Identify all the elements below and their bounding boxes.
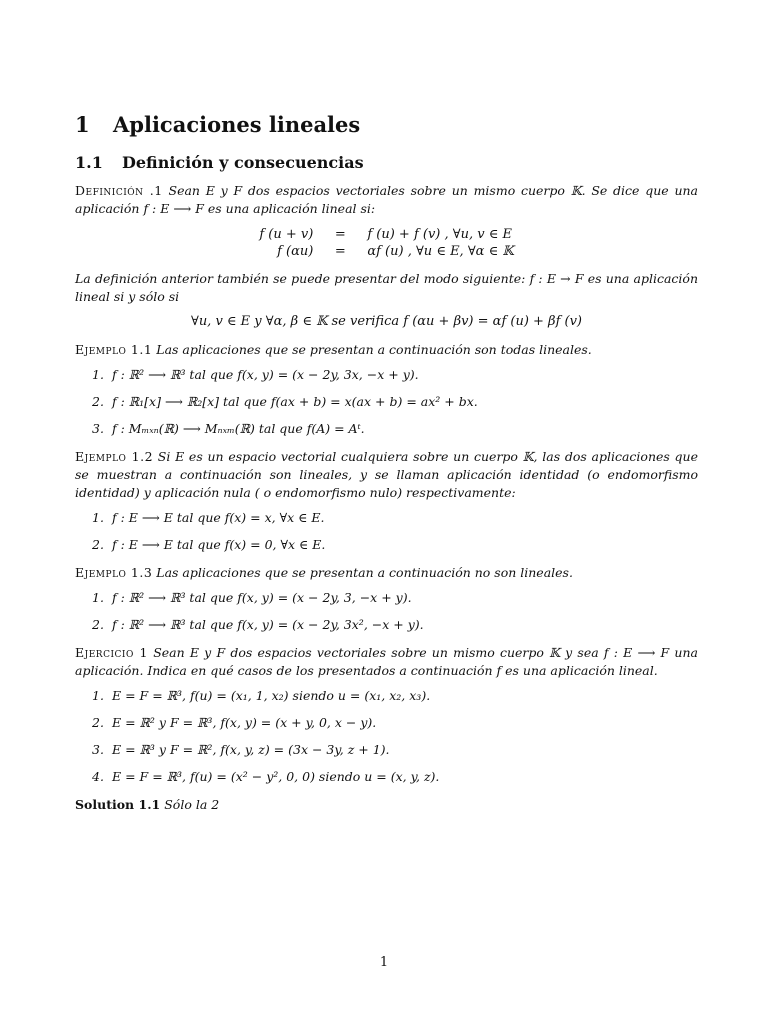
item-text: f : E ⟶ E tal que f(x) = x, ∀x ∈ E. bbox=[112, 510, 325, 525]
item-number: 3. bbox=[92, 742, 104, 757]
document-page bbox=[75, 112, 698, 822]
item-number: 1. bbox=[92, 510, 104, 525]
list-item bbox=[92, 367, 698, 382]
item-number: 1. bbox=[92, 688, 104, 703]
ejemplo3-paragraph bbox=[75, 564, 698, 582]
ejercicio-paragraph bbox=[75, 644, 698, 680]
ejemplo1-label: Ejemplo 1.1 bbox=[75, 342, 153, 357]
subsection-number: 1.1 bbox=[75, 153, 103, 172]
ejemplo3-text: Las aplicaciones que se presentan a continuación no son lineales. bbox=[156, 565, 573, 580]
list-item bbox=[92, 617, 698, 632]
item-text: E = ℝ³ y F = ℝ², f(x, y, z) = (3x − 3y, z + 1). bbox=[112, 742, 390, 757]
ejercicio-text: Sean E y F dos espacios vectoriales sobre un mismo cuerpo 𝕂 y sea f : E ⟶ F una aplicación. Indica en qué casos de los presentados a continuación f es una aplicación lineal. bbox=[75, 645, 698, 678]
item-text: f : Mₘₓₙ(ℝ) ⟶ Mₙₓₘ(ℝ) tal que f(A) = Aᵗ. bbox=[112, 421, 365, 436]
ejemplo1-list bbox=[75, 367, 698, 436]
ejemplo3-list bbox=[75, 590, 698, 632]
subsection-title-text: Definición y consecuencias bbox=[122, 153, 364, 172]
solution-paragraph bbox=[75, 796, 698, 814]
item-number: 3. bbox=[92, 421, 104, 436]
item-number: 1. bbox=[92, 590, 104, 605]
ejemplo1-text: Las aplicaciones que se presentan a continuación son todas lineales. bbox=[156, 342, 592, 357]
alt-definition-text: La definición anterior también se puede presentar del modo siguiente: f : E → F es una aplicación lineal si y sólo si bbox=[75, 271, 698, 304]
alt-definition-formula: ∀u, v ∈ E y ∀α, β ∈ 𝕂 se verifica f (αu + βv) = αf (u) + βf (v) bbox=[190, 314, 583, 329]
item-text: f : ℝ² ⟶ ℝ³ tal que f(x, y) = (x − 2y, 3x, −x + y). bbox=[112, 367, 419, 382]
equation-rhs: f (u) + f (v) , ∀u, v ∈ E bbox=[367, 227, 512, 242]
equation-lhs: f (αu) bbox=[277, 244, 314, 259]
definition-paragraph bbox=[75, 182, 698, 218]
item-text: f : ℝ² ⟶ ℝ³ tal que f(x, y) = (x − 2y, 3, −x + y). bbox=[112, 590, 412, 605]
section-number: 1 bbox=[75, 112, 90, 137]
ejemplo1-paragraph bbox=[75, 341, 698, 359]
list-item bbox=[92, 742, 698, 757]
ejemplo2-paragraph bbox=[75, 448, 698, 502]
list-item bbox=[92, 715, 698, 730]
item-text: E = ℝ² y F = ℝ³, f(x, y) = (x + y, 0, x − y). bbox=[112, 715, 377, 730]
item-number: 1. bbox=[92, 367, 104, 382]
definition-equations bbox=[253, 226, 519, 260]
equation-lhs: f (u + v) bbox=[259, 227, 314, 242]
definition-label: Definición .1 bbox=[75, 183, 163, 198]
item-number: 2. bbox=[92, 537, 104, 552]
subsection-title bbox=[75, 153, 698, 172]
definition-text: Sean E y F dos espacios vectoriales sobre un mismo cuerpo 𝕂. Se dice que una aplicación f : E ⟶ F es una aplicación lineal si: bbox=[75, 183, 698, 216]
ejemplo2-label: Ejemplo 1.2 bbox=[75, 449, 154, 464]
list-item bbox=[92, 394, 698, 409]
item-text: E = F = ℝ³, f(u) = (x₁, 1, x₂) siendo u = (x₁, x₂, x₃). bbox=[112, 688, 431, 703]
item-number: 2. bbox=[92, 617, 104, 632]
item-text: f : ℝ² ⟶ ℝ³ tal que f(x, y) = (x − 2y, 3x², −x + y). bbox=[112, 617, 424, 632]
item-number: 4. bbox=[92, 769, 104, 784]
ejemplo3-label: Ejemplo 1.3 bbox=[75, 565, 153, 580]
list-item bbox=[92, 510, 698, 525]
item-text: E = F = ℝ³, f(u) = (x² − y², 0, 0) siendo u = (x, y, z). bbox=[112, 769, 440, 784]
list-item bbox=[92, 769, 698, 784]
ejemplo2-list bbox=[75, 510, 698, 552]
ejemplo2-text: Si E es un espacio vectorial cualquiera sobre un cuerpo 𝕂, las dos aplicaciones que se muestran a continuación son lineales, y se llaman aplicación identidad (o endomorfismo identidad) y aplicación nula ( o endomorfismo nulo) respectivamente: bbox=[75, 449, 698, 500]
equation-row bbox=[253, 243, 519, 260]
section-title bbox=[75, 112, 698, 137]
solution-label: Solution 1.1 bbox=[75, 797, 161, 812]
list-item bbox=[92, 537, 698, 552]
ejercicio-label: Ejercicio 1 bbox=[75, 645, 148, 660]
page-number: 1 bbox=[379, 955, 389, 970]
ejercicio-list bbox=[75, 688, 698, 784]
item-number: 2. bbox=[92, 715, 104, 730]
section-title-text: Aplicaciones lineales bbox=[113, 112, 361, 137]
item-number: 2. bbox=[92, 394, 104, 409]
list-item bbox=[92, 421, 698, 436]
item-text: f : E ⟶ E tal que f(x) = 0, ∀x ∈ E. bbox=[112, 537, 326, 552]
equation-row bbox=[253, 226, 519, 243]
equation-op: = bbox=[334, 227, 346, 242]
solution-text: Sólo la 2 bbox=[164, 797, 220, 812]
item-text: f : ℝ₁[x] ⟶ ℝ₂[x] tal que f(ax + b) = x(ax + b) = ax² + bx. bbox=[112, 394, 478, 409]
equation-op: = bbox=[334, 244, 346, 259]
equation-rhs: αf (u) , ∀u ∈ E, ∀α ∈ 𝕂 bbox=[367, 244, 514, 259]
list-item bbox=[92, 590, 698, 605]
list-item bbox=[92, 688, 698, 703]
